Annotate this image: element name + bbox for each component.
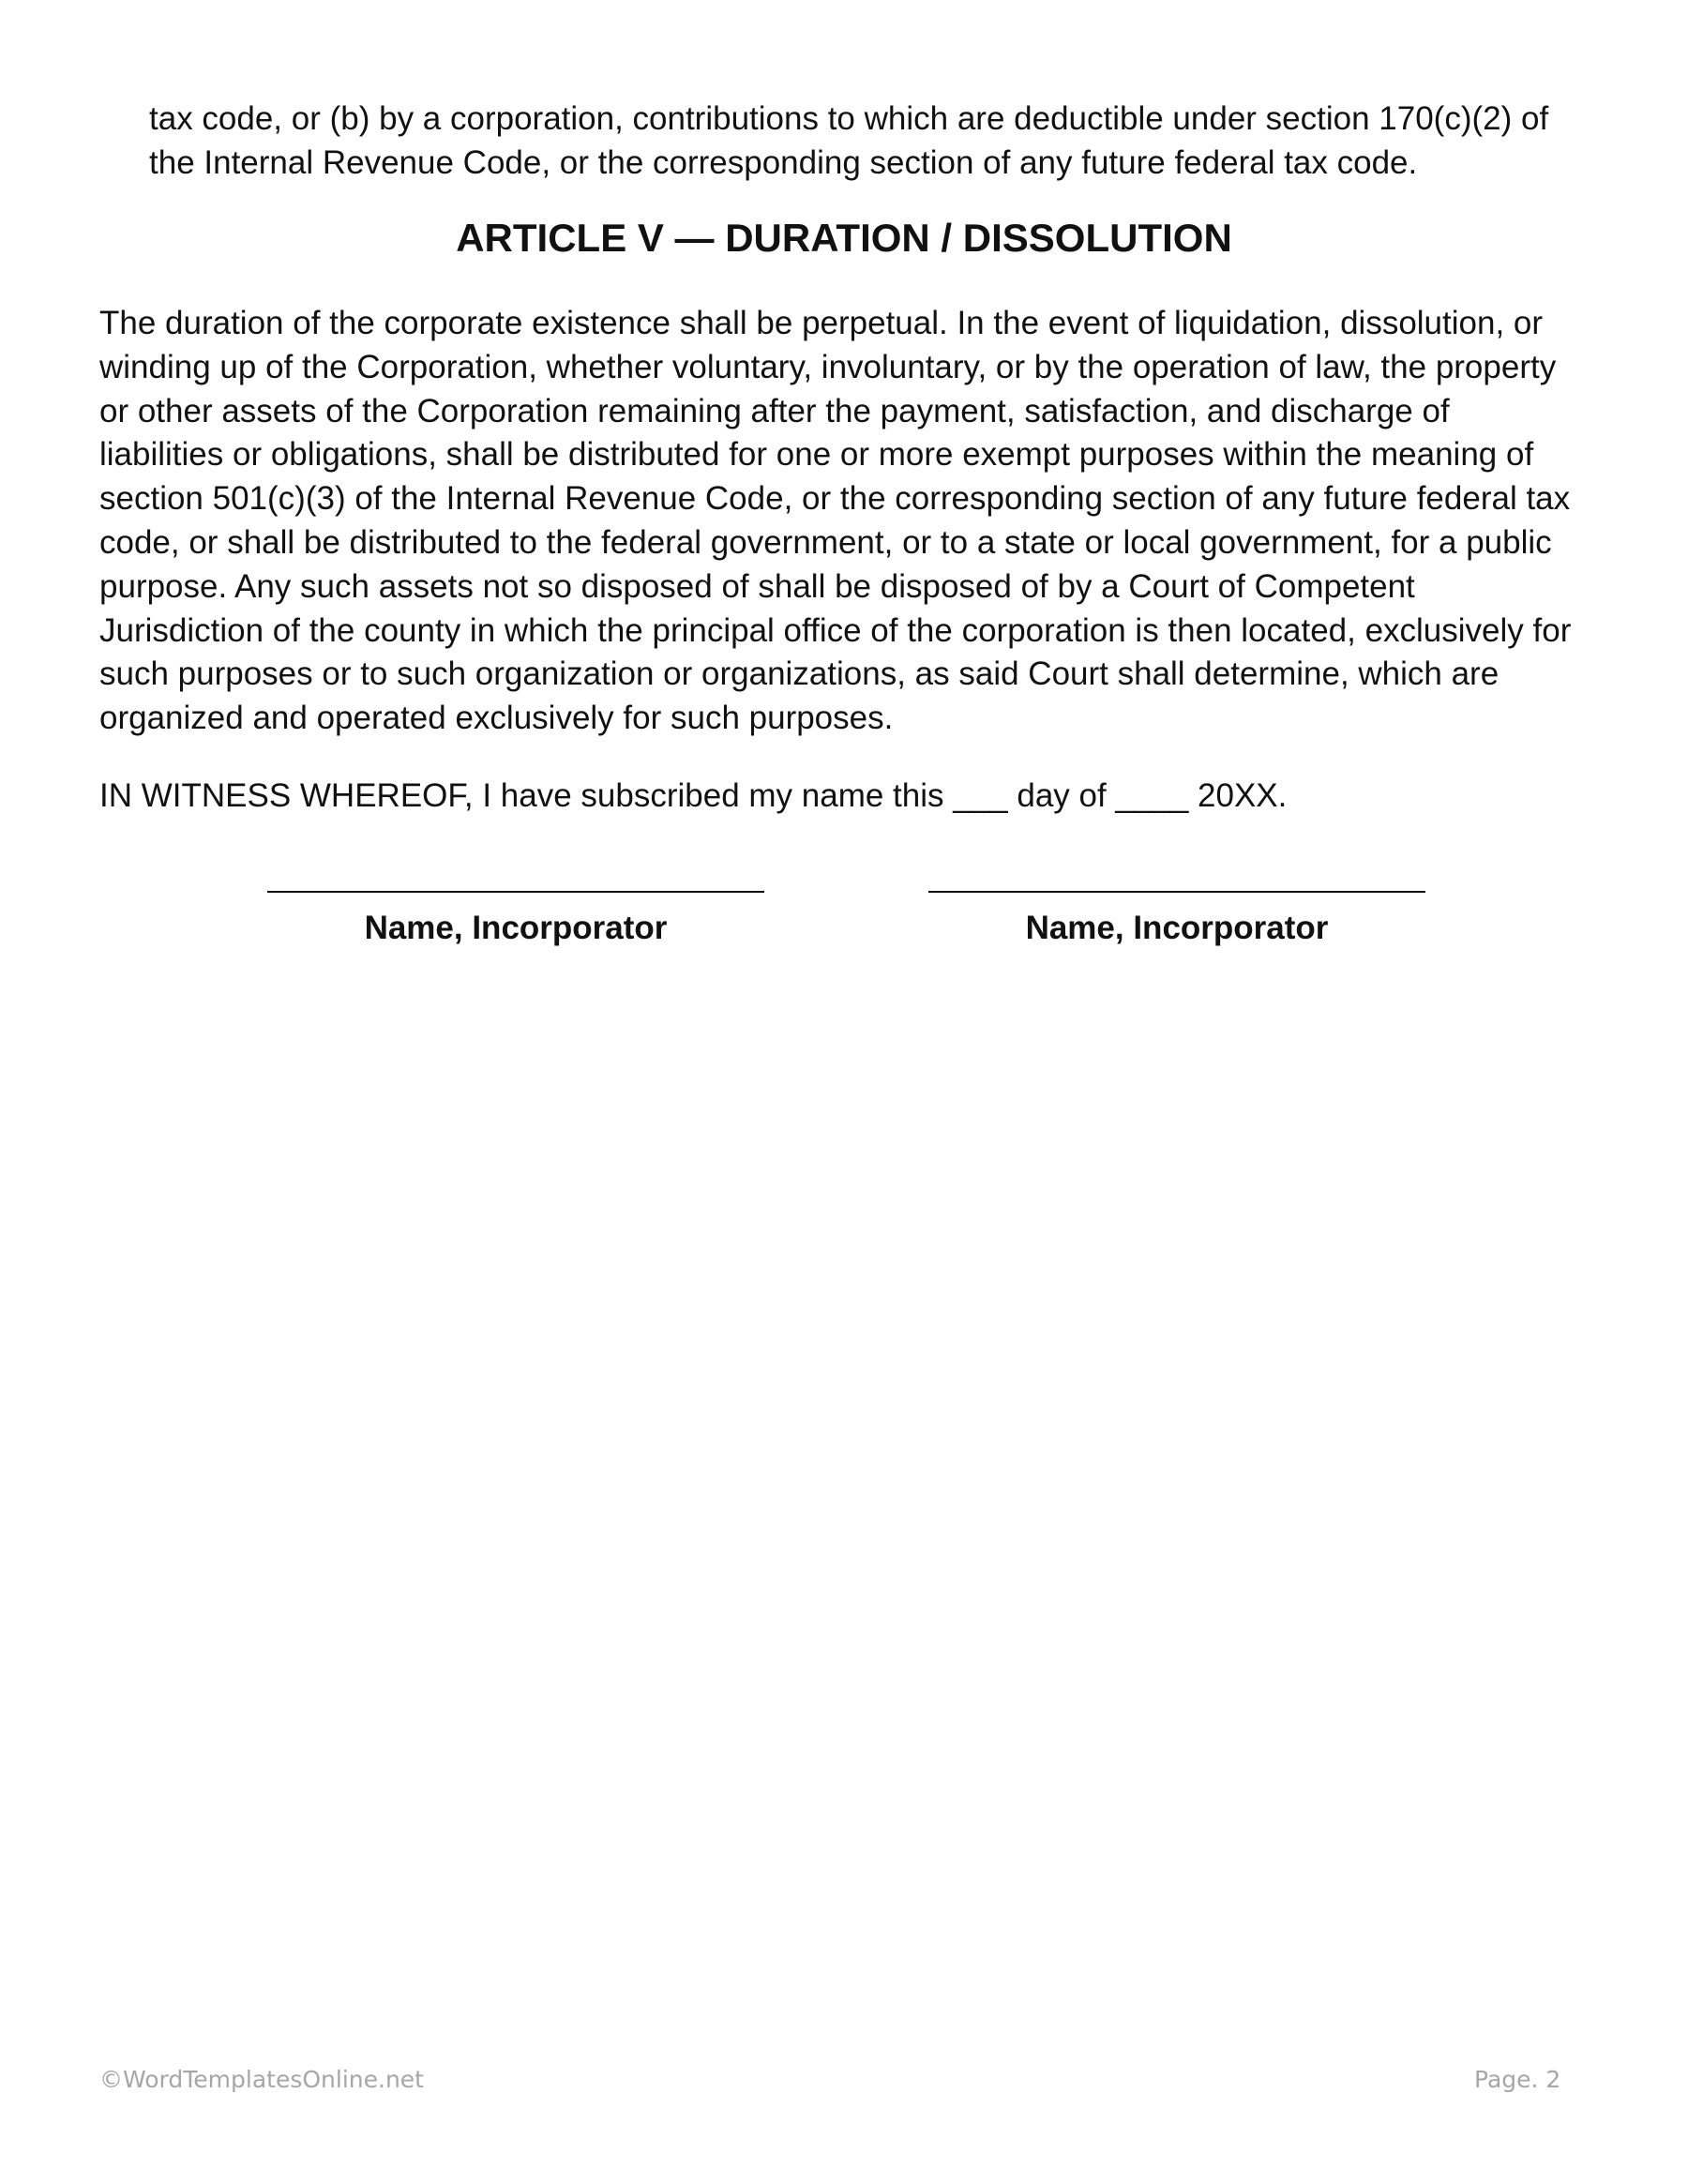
- paragraph-line: tax code, or (b) by a corporation, contributions to which are deductible under section 170(c)(2) of: [149, 100, 1549, 137]
- signature-line: [928, 891, 1425, 893]
- signature-label: Name, Incorporator: [1025, 910, 1329, 946]
- paragraph-line: or other assets of the Corporation remaining after the payment, satisfaction, and discharge of: [99, 392, 1450, 429]
- signature-block-left: [267, 891, 764, 949]
- paragraph-line: The duration of the corporate existence shall be perpetual. In the event of liquidation, dissolution, or: [99, 305, 1544, 341]
- dissolution-paragraph: [99, 302, 1571, 741]
- paragraph-line: purpose. Any such assets not so disposed of shall be disposed of by a Court of Competent: [99, 567, 1415, 605]
- paragraph-line: organized and operated exclusively for such purposes.: [99, 700, 894, 737]
- paragraph-line: section 501(c)(3) of the Internal Revenue Code, or the corresponding section of any future federal tax: [99, 480, 1571, 518]
- continuation-paragraph: [149, 98, 1548, 186]
- paragraph-line: the Internal Revenue Code, or the corresponding section of any future federal tax code.: [149, 143, 1418, 181]
- paragraph-line: such purposes or to such organization or organizations, as said Court shall determine, which are: [99, 655, 1500, 693]
- signature-block-right: [928, 891, 1425, 949]
- article-heading: ARTICLE V — DURATION / DISSOLUTION: [456, 216, 1232, 260]
- paragraph-line: code, or shall be distributed to the federal government, or to a state or local government, for a public: [99, 523, 1552, 561]
- footer-copyright: ©WordTemplatesOnline.net: [99, 2066, 424, 2093]
- witness-statement: IN WITNESS WHEREOF, I have subscribed my name this ___ day of ____ 20XX.: [99, 777, 1288, 814]
- paragraph-line: liabilities or obligations, shall be distributed for one or more exempt purposes within the meaning of: [99, 436, 1534, 474]
- paragraph-line: winding up of the Corporation, whether voluntary, involuntary, or by the operation of law, the property: [99, 348, 1557, 385]
- signature-label: Name, Incorporator: [364, 910, 668, 946]
- paragraph-line: Jurisdiction of the county in which the principal office of the corporation is then located, exclusively for: [99, 611, 1572, 649]
- signature-line: [267, 891, 764, 893]
- footer-page-number: Page. 2: [1474, 2066, 1561, 2093]
